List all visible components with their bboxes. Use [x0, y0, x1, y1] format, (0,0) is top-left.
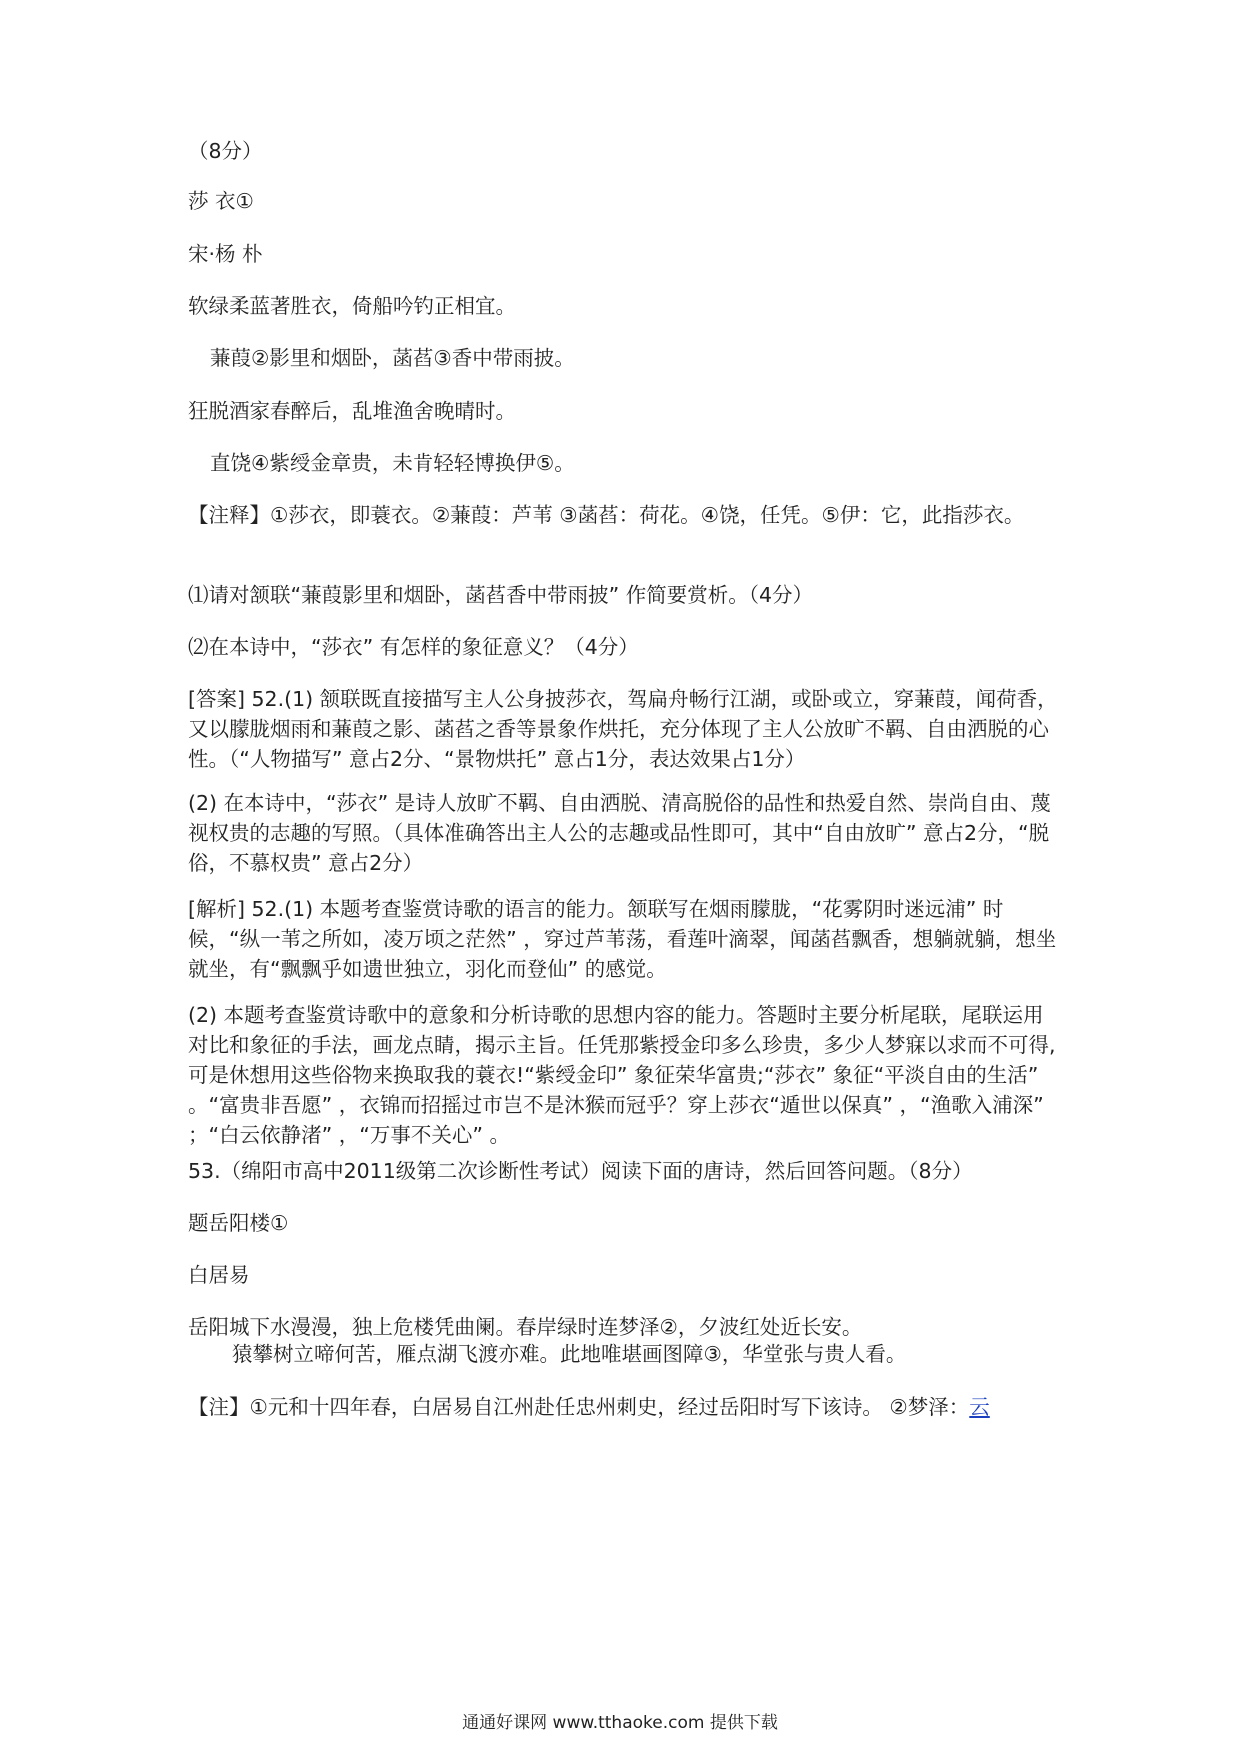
- answer-1: [答案] 52.(1) 颔联既直接描写主人公身披莎衣，驾扁舟畅行江湖，或卧或立，穿蒹葭，闻荷香，又以朦胧烟雨和蒹葭之影、菡萏之香等景象作烘托，充分体现了主人公放旷不羁、自由洒脱的心性。（“人物描写” 意占2分、“景物烘托” 意占1分，表达效果占1分）: [188, 687, 1058, 771]
- poem-title: 莎 衣①: [188, 189, 254, 213]
- annotation-2: [188, 1392, 1058, 1422]
- answer-2: (2) 在本诗中，“莎衣” 是诗人放旷不羁、自由洒脱、清高脱俗的品性和热爱自然、崇尚自由、蔑视权贵的志趣的写照。（具体准确答出主人公的志趣或品性即可，其中“自由放旷” 意占2分，“脱俗，不慕权贵” 意占2分）: [188, 791, 1051, 875]
- poem-line-2: 蒹葭②影里和烟卧，菡萏③香中带雨披。: [210, 346, 575, 370]
- question-2: ⑵在本诗中，“莎衣” 有怎样的象征意义？（4分）: [188, 635, 639, 659]
- poem2-author: 白居易: [188, 1263, 250, 1287]
- annotation-2-text: 【注】①元和十四年春，白居易自江州赴任忠州刺史，经过岳阳时写下该诗。 ②梦泽：: [188, 1395, 970, 1419]
- poem-line-3: 狂脱酒家春醉后，乱堆渔舍晚晴时。: [188, 399, 516, 423]
- question-53: 53.（绵阳市高中2011级第二次诊断性考试）阅读下面的唐诗，然后回答问题。（8分）: [188, 1159, 973, 1183]
- page-footer: 通通好课网 www.tthaoke.com 提供下载: [462, 1713, 778, 1733]
- poem-line-1: 软绿柔蓝著胜衣，倚船吟钓正相宜。: [188, 294, 516, 318]
- poem-author: 宋·杨 朴: [188, 242, 263, 266]
- annotation-2-link[interactable]: 云: [969, 1395, 990, 1419]
- explanation-2: (2) 本题考查鉴赏诗歌中的意象和分析诗歌的思想内容的能力。答题时主要分析尾联，尾联运用对比和象征的手法，画龙点睛，揭示主旨。任凭那紫授金印多么珍贵，多少人梦寐以求而不可得,可是休想用这些俗物来换取我的蓑衣!“紫绶金印” 象征荣华富贵;“莎衣” 象征“平淡自由的生活” 。“富贵非吾愿” ，衣锦而招摇过市岂不是沐猴而冠乎？穿上莎衣“遁世以保真” ，“渔歌入浦深” ；“白云依静渚” ，“万事不关心” 。: [188, 1003, 1056, 1147]
- poem2-line-1: 岳阳城下水漫漫，独上危楼凭曲阑。春岸绿时连梦泽②，夕波红处近长安。: [188, 1315, 863, 1339]
- poem-line-4: 直饶④紫绶金章贵，未肯轻轻博换伊⑤。: [210, 451, 575, 475]
- explanation-1: [解析] 52.(1) 本题考查鉴赏诗歌的语言的能力。颔联写在烟雨朦胧，“花雾阴时迷远浦” 时候，“纵一苇之所如，凌万顷之茫然” ，穿过芦苇荡，看莲叶滴翠，闻菡萏飘香，想躺就躺，想坐就坐，有“飘飘乎如遗世独立，羽化而登仙” 的感觉。: [188, 897, 1057, 981]
- annotation: 【注释】①莎衣，即蓑衣。②蒹葭：芦苇 ③菡萏：荷花。④饶，任凭。⑤伊：它，此指莎衣。: [188, 503, 1025, 527]
- question-1: ⑴请对颔联“蒹葭影里和烟卧，菡萏香中带雨披” 作简要赏析。（4分）: [188, 583, 814, 607]
- score-text: （8分）: [188, 139, 263, 163]
- poem2-line-2: 猿攀树立啼何苦，雁点湖飞渡亦难。此地唯堪画图障③，华堂张与贵人看。: [232, 1342, 907, 1366]
- poem2-title: 题岳阳楼①: [188, 1211, 289, 1235]
